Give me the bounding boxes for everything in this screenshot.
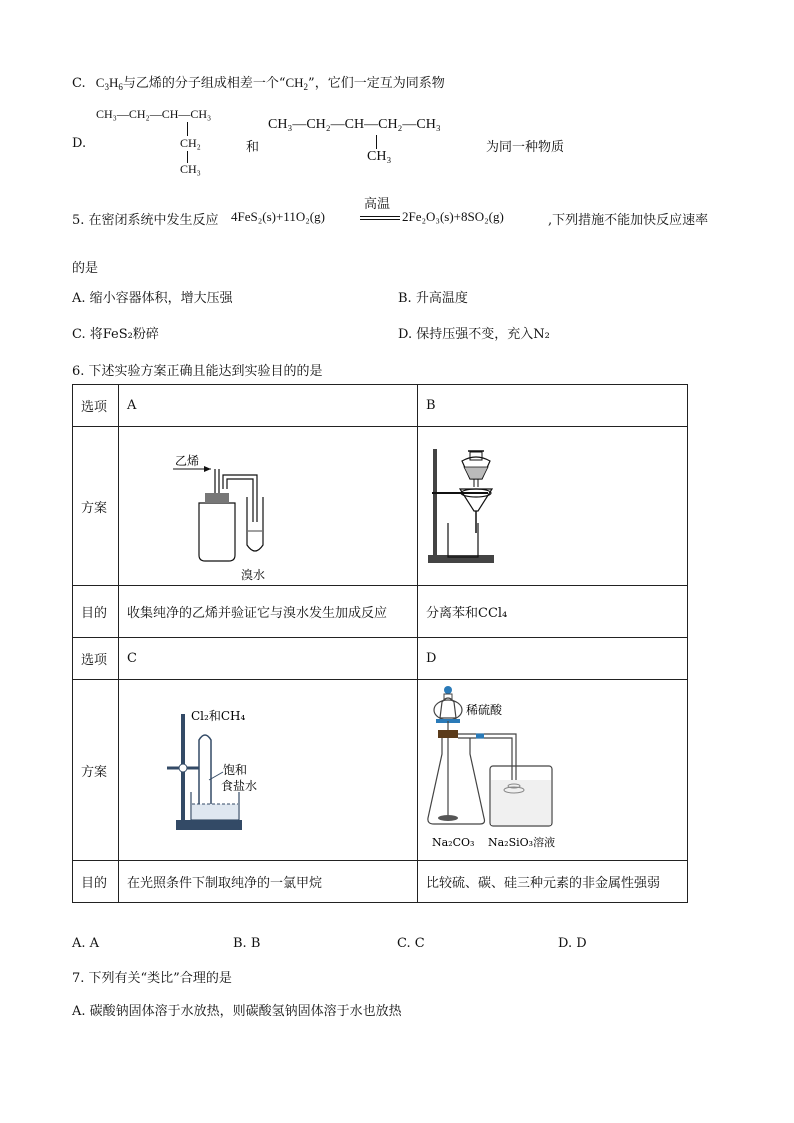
- header-purpose-1: 目的: [73, 586, 119, 638]
- option-d-cell: D: [418, 638, 688, 680]
- plan-d-figure: [418, 680, 688, 861]
- header-option-2: 选项: [73, 638, 119, 680]
- header-option: 选项: [73, 385, 119, 427]
- q6-answer-c: C. C: [397, 936, 425, 951]
- sodium-carbonate-label: Na₂CO₃: [432, 836, 475, 849]
- ethylene-label: 乙烯: [175, 454, 200, 468]
- q7-stem: 7. 下列有关“类比”合理的是: [72, 971, 232, 986]
- equation-equals-line: [360, 219, 400, 220]
- q5-stem-c: 的是: [72, 261, 99, 276]
- structural-formula-2-branch: CH₃: [367, 149, 392, 164]
- ethylene-bromine-water-apparatus: [119, 427, 417, 581]
- q5-equation-condition: 高温: [364, 197, 391, 212]
- q6-table: [72, 384, 688, 903]
- plan-c-figure: [119, 680, 418, 861]
- q6-answer-a: A. A: [72, 936, 100, 951]
- q5-equation-right: 2Fe₂O₃(s)+8SO₂(g): [402, 209, 504, 224]
- q5-stem-a: 5. 在密闭系统中发生反应: [72, 213, 219, 228]
- structural-formula-2-main: CH₃—CH₂—CH—CH₂—CH₃: [268, 117, 441, 132]
- q4-option-d-label: D.: [72, 136, 87, 151]
- purpose-c: 在光照条件下制取纯净的一氯甲烷: [119, 861, 418, 903]
- q4-option-c: C. $C_3H_6$与乙烯的分子组成相差一个“$CH_2$”，它们一定互为同系物: [72, 75, 445, 92]
- q5-option-b: B. 升高温度: [398, 291, 468, 306]
- acid-strength-apparatus: [418, 680, 687, 856]
- sodium-silicate-label: Na₂SiO₃溶液: [488, 836, 556, 849]
- structural-formula-1-branch2: CH₃: [180, 162, 201, 176]
- structural-formula-1-branch1: CH₂: [180, 136, 201, 150]
- q4-option-d-tail: 为同一种物质: [486, 140, 565, 155]
- option-a-cell: A: [119, 385, 418, 427]
- option-b-cell: B: [418, 385, 688, 427]
- header-plan: 方案: [73, 427, 119, 586]
- q7-option-a: A. 碳酸钠固体溶于水放热，则碳酸氢钠固体溶于水也放热: [72, 1004, 402, 1019]
- q5-equation-left: 4FeS₂(s)+11O₂(g): [231, 209, 325, 224]
- q5-option-c: C. 将FeS₂粉碎: [72, 327, 159, 342]
- plan-a-figure: [119, 427, 418, 586]
- bromine-water-label: 溴水: [241, 568, 266, 581]
- equation-equals-line: [360, 216, 400, 217]
- cl2-ch4-label: Cl₂和CH₄: [191, 709, 246, 723]
- methane-chlorination-apparatus: [119, 680, 417, 856]
- q5-stem-b: ,下列措施不能加快反应速率: [548, 213, 709, 228]
- q6-answer-b: B. B: [233, 936, 261, 951]
- q5-option-d: D. 保持压强不变，充入N₂: [398, 327, 550, 342]
- separatory-funnel-apparatus: [418, 427, 687, 581]
- q6-stem: 6. 下述实验方案正确且能达到实验目的的是: [72, 364, 323, 379]
- q5-option-a: A. 缩小容器体积，增大压强: [72, 291, 233, 306]
- header-purpose-2: 目的: [73, 861, 119, 903]
- formula-ch2: $CH_2$: [285, 75, 309, 92]
- brine-label: 食盐水: [221, 779, 258, 793]
- purpose-b: 分离苯和CCl₄: [418, 586, 688, 638]
- structural-formula-1-main: CH₃—CH₂—CH—CH₃: [96, 107, 212, 121]
- saturated-label: 饱和: [223, 763, 248, 777]
- bond-line: [187, 122, 188, 136]
- bond-line: [376, 135, 377, 149]
- header-plan-2: 方案: [73, 680, 119, 861]
- purpose-d: 比较硫、碳、硅三种元素的非金属性强弱: [418, 861, 688, 903]
- q6-answer-d: D. D: [558, 936, 587, 951]
- dilute-sulfuric-acid-label: 稀硫酸: [466, 703, 503, 717]
- and-text: 和: [246, 140, 260, 155]
- formula-c3h6: $C_3H_6$: [95, 75, 123, 92]
- option-c-cell: C: [119, 638, 418, 680]
- purpose-a: 收集纯净的乙烯并验证它与溴水发生加成反应: [119, 586, 418, 638]
- plan-b-figure: [418, 427, 688, 586]
